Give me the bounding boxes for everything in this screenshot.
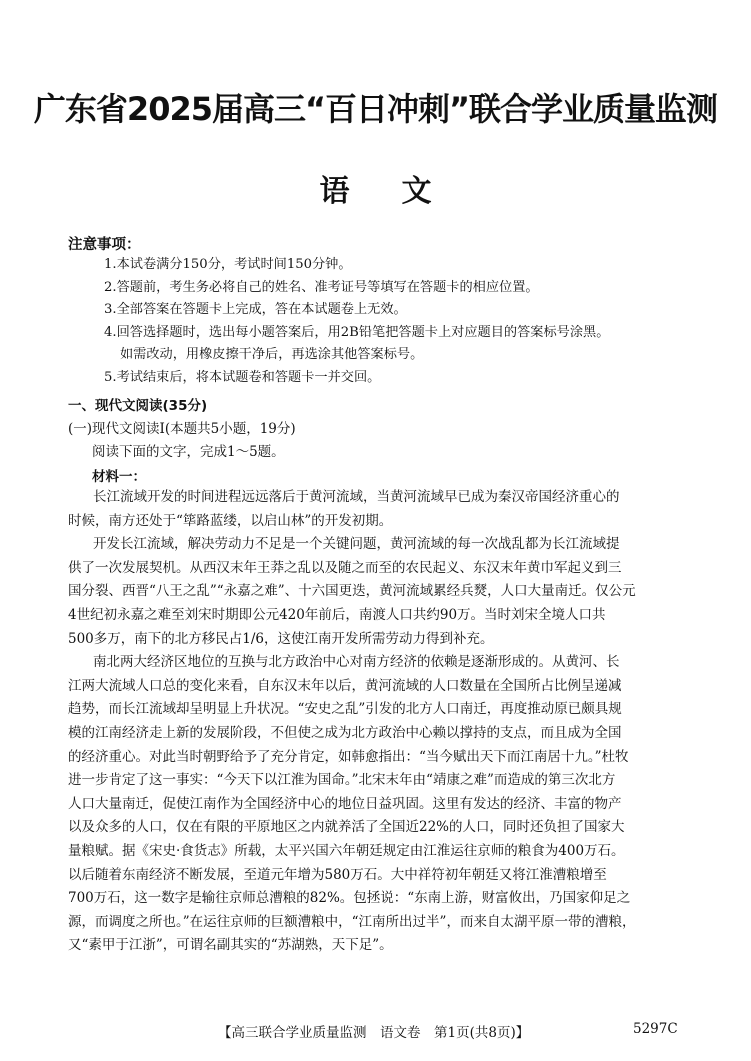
exam-title: 广东省2025届高三“百日冲刺”联合学业质量监测 xyxy=(33,90,718,128)
paragraph xyxy=(68,486,686,533)
note-item: 2.答题前，考生务必将自己的姓名、准考证号等填写在答题卡的相应位置。 xyxy=(104,279,539,295)
reading-instruction: 阅读下面的文字，完成1～5题。 xyxy=(92,444,285,460)
text-line: 以后随着东南经济不断发展，至道元年增为580万石。大中祥符初年朝廷又将江淮漕粮增至 xyxy=(68,866,607,883)
footer-page-info: 【高三联合学业质量监测 语文卷 第1页(共8页)】 xyxy=(218,1025,530,1041)
note-item: 4.回答选择题时，选出每小题答案后，用2B铅笔把答题卡上对应题目的答案标号涂黑。 xyxy=(104,324,610,340)
exam-subject: 语文 xyxy=(319,174,484,209)
passage-body xyxy=(68,486,686,958)
text-line: 又“素甲于江浙”，可谓名副其实的“苏湖熟，天下足”。 xyxy=(68,937,393,954)
section-heading: 一、现代文阅读(35分) xyxy=(68,398,208,414)
text-line: 以及众多的人口，仅在有限的平原地区之内就养活了全国近22%的人口，同时还负担了国家大 xyxy=(68,819,625,836)
text-line: 江两大流域人口总的变化来看，自东汉末年以后，黄河流域的人口数量在全国所占比例呈递减 xyxy=(68,677,622,694)
text-line: 500多万，南下的北方移民占1/6，这使江南开发所需劳动力得到补充。 xyxy=(68,630,494,647)
text-line: 供了一次发展契机。从西汉末年王莽之乱以及随之而至的农民起义、东汉末年黄巾军起义到三 xyxy=(68,559,622,576)
text-line: 开发长江流域，解决劳动力不足是一个关键问题，黄河流域的每一次战乱都为长江流域提 xyxy=(93,536,620,553)
material-label: 材料一： xyxy=(92,469,146,485)
notes-heading: 注意事项： xyxy=(68,237,141,253)
note-item-continuation: 如需改动，用橡皮擦干净后，再选涂其他答案标号。 xyxy=(120,347,424,363)
text-line: 时候，南方还处于“筚路蓝缕，以启山林”的开发初期。 xyxy=(68,512,393,529)
text-line: 南北两大经济区地位的互换与北方政治中心对南方经济的依赖是逐渐形成的。从黄河、长 xyxy=(93,654,620,671)
text-line: 的经济重心。对此当时朝野给予了充分肯定，如韩愈指出：“当今赋出天下而江南居十九。”杜牧 xyxy=(68,748,629,765)
footer-code: 5297C xyxy=(633,1021,678,1037)
note-item: 5.考试结束后，将本试题卷和答题卡一并交回。 xyxy=(104,369,381,385)
text-line: 模的江南经济走上新的发展阶段，不但使之成为北方政治中心赖以撑持的支点，而且成为全国 xyxy=(68,724,622,741)
note-item: 1.本试卷满分150分，考试时间150分钟。 xyxy=(104,257,352,272)
text-line: 长江流域开发的时间进程远远落后于黄河流域，当黄河流域早已成为秦汉帝国经济重心的 xyxy=(93,489,620,505)
text-line: 4世纪初永嘉之难至刘宋时期即公元420年前后，南渡人口共约90万。当时刘宋全境人口共 xyxy=(68,606,606,623)
text-line: 国分裂、西晋“八王之乱”“永嘉之难”、十六国更迭，黄河流域累经兵燹，人口大量南迁。仅公元 xyxy=(68,583,636,600)
text-line: 源，而调度之所也。”在运往京师的巨额漕粮中，“江南所出过半”，而来自太湖平原一带的漕粮， xyxy=(68,913,636,930)
text-line: 人口大量南迁，促使江南作为全国经济中心的地位日益巩固。这里有发达的经济、丰富的物产 xyxy=(68,795,622,812)
paragraph xyxy=(68,651,686,958)
subsection-heading: (一)现代文阅读Ⅰ(本题共5小题，19分) xyxy=(68,421,296,437)
notes-list xyxy=(104,254,704,390)
text-line: 进一步肯定了这一事实：“今天下以江淮为国命。”北宋末年由“靖康之难”而造成的第三次北方 xyxy=(68,772,616,789)
paragraph xyxy=(68,533,686,651)
text-line: 700万石，这一数字是输往京师总漕粮的82%。包拯说：“东南上游，财富攸出，乃国家仰足之 xyxy=(68,890,631,907)
text-line: 量粮赋。据《宋史·食货志》所载，太平兴国六年朝廷规定由江淮运往京师的粮食为400万石。 xyxy=(68,842,625,859)
note-item: 3.全部答案在答题卡上完成，答在本试题卷上无效。 xyxy=(104,302,407,318)
text-line: 趋势，而长江流域却呈明显上升状况。“安史之乱”引发的北方人口南迁，再度推动原已颇具规 xyxy=(68,701,622,718)
